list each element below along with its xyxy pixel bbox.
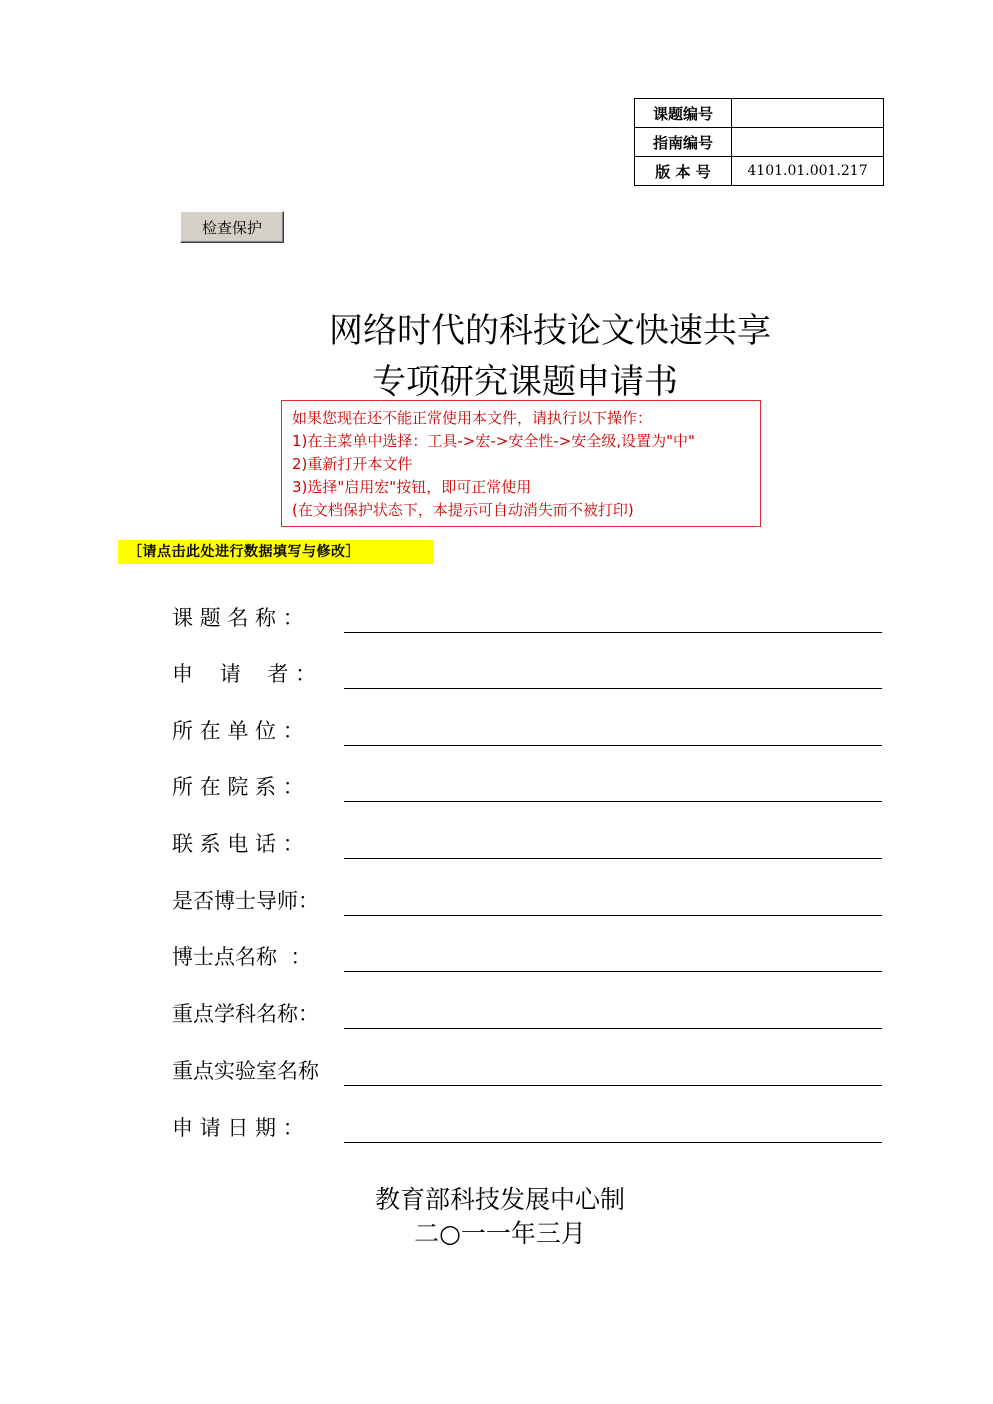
info-label: 课题编号 xyxy=(635,99,732,128)
document-subtitle: 专项研究课题申请书 xyxy=(372,362,678,402)
info-row xyxy=(635,99,884,128)
phone-field[interactable] xyxy=(344,858,882,859)
field-label: 申 请 者 ： xyxy=(172,662,317,686)
notice-line: 3)选择"启用宏"按钮，即可正常使用 xyxy=(292,478,532,496)
notice-line: 1)在主菜单中选择：工具->宏->安全性->安全级,设置为"中" xyxy=(292,432,695,450)
applicant-field[interactable] xyxy=(344,688,882,689)
unit-field[interactable] xyxy=(344,745,882,746)
issuer: 教育部科技发展中心制 xyxy=(374,1185,625,1214)
info-value-field[interactable] xyxy=(732,99,884,128)
field-row-application-date xyxy=(172,1112,884,1146)
field-row-key-discipline xyxy=(172,998,884,1032)
notice-line: (在文档保护状态下，本提示可自动消失而不被打印) xyxy=(292,501,634,519)
field-row-doctoral-supervisor xyxy=(172,885,884,919)
field-row-key-lab xyxy=(172,1055,884,1089)
field-row-unit xyxy=(172,715,884,749)
field-row-department xyxy=(172,771,884,805)
field-label: 是否博士导师： xyxy=(172,889,319,913)
fill-data-link[interactable]: ［请点击此处进行数据填写与修改］ xyxy=(118,540,434,564)
topic-name-field[interactable] xyxy=(344,632,882,633)
field-label: 重点实验室名称 xyxy=(172,1059,319,1083)
field-label: 重点学科名称： xyxy=(172,1002,319,1026)
info-row xyxy=(635,128,884,157)
info-value-field[interactable] xyxy=(732,128,884,157)
key-discipline-field[interactable] xyxy=(344,1028,882,1029)
field-row-phone xyxy=(172,828,884,862)
field-label: 所 在 单 位 ： xyxy=(172,719,304,743)
notice-line: 2)重新打开本文件 xyxy=(292,455,413,473)
document-title: 网络时代的科技论文快速共享 xyxy=(329,311,771,351)
doctoral-supervisor-field[interactable] xyxy=(344,915,882,916)
department-field[interactable] xyxy=(344,801,882,802)
issue-date: 二○一一年三月 xyxy=(414,1219,586,1248)
info-table xyxy=(634,98,884,186)
field-row-topic-name xyxy=(172,602,884,636)
field-label: 联 系 电 话 ： xyxy=(172,832,304,856)
info-label: 指南编号 xyxy=(635,128,732,157)
key-lab-field[interactable] xyxy=(344,1085,882,1086)
notice-line: 如果您现在还不能正常使用本文件，请执行以下操作： xyxy=(292,409,653,427)
application-date-field[interactable] xyxy=(344,1142,882,1143)
doctoral-program-field[interactable] xyxy=(344,971,882,972)
field-label: 申 请 日 期 ： xyxy=(172,1116,304,1140)
info-label: 版 本 号 xyxy=(635,157,732,186)
check-protection-button[interactable]: 检查保护 xyxy=(180,211,284,243)
field-row-doctoral-program xyxy=(172,941,884,975)
field-label: 课 题 名 称 ： xyxy=(172,606,304,630)
info-value-field[interactable]: 4101.01.001.217 xyxy=(732,157,884,186)
macro-notice xyxy=(281,400,761,527)
field-row-applicant xyxy=(172,658,884,692)
field-label: 博士点名称 ： xyxy=(172,945,312,969)
field-label: 所 在 院 系 ： xyxy=(172,775,304,799)
info-row xyxy=(635,157,884,186)
